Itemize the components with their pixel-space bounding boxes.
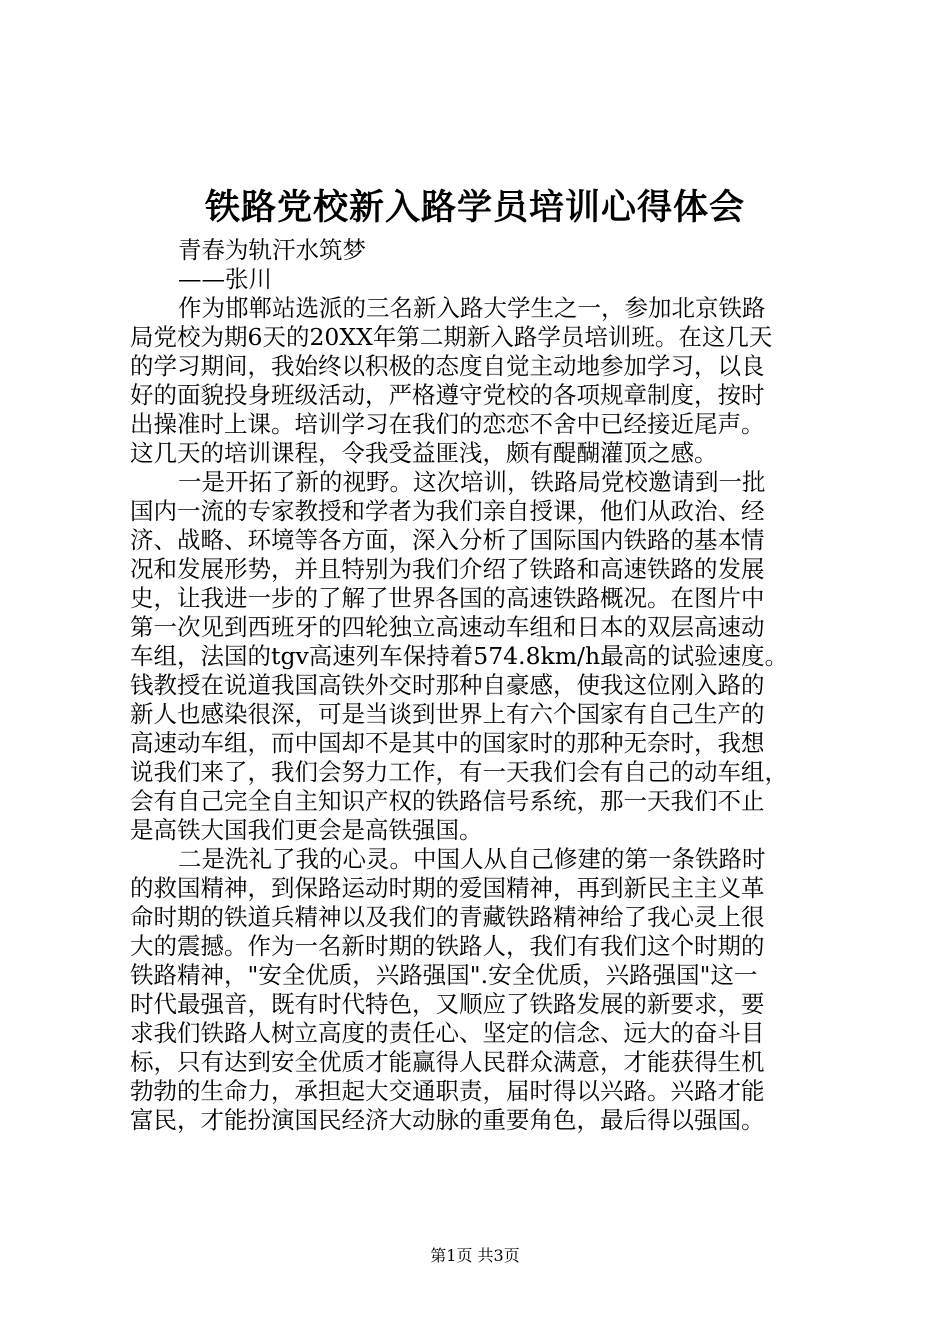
paragraph-line: 勃勃的生命力，承担起大交通职责，届时得以兴路。兴路才能: [130, 1077, 765, 1105]
paragraph-line: 一是开拓了新的视野。这次培训，铁路局党校邀请到一批: [178, 468, 766, 496]
paragraph-line: 铁路精神，"安全优质，兴路强国".安全优质，兴路强国"这一: [130, 961, 758, 989]
paragraph-line: 说我们来了，我们会努力工作，有一天我们会有自己的动车组，: [130, 758, 788, 786]
paragraph-line: 第一次见到西班牙的四轮独立高速动车组和日本的双层高速动: [130, 613, 765, 641]
paragraph-line: 的救国精神，到保路运动时期的爱国精神，再到新民主主义革: [130, 874, 765, 902]
paragraph-line: 况和发展形势，并且特别为我们介绍了铁路和高速铁路的发展: [130, 555, 765, 583]
document-body: [130, 236, 846, 1135]
paragraph-line: 时代最强音，既有时代特色，又顺应了铁路发展的新要求，要: [130, 990, 765, 1018]
paragraph-line: 济、战略、环境等各方面，深入分析了国际国内铁路的基本情: [130, 526, 765, 554]
subtitle: 青春为轨汗水筑梦: [178, 236, 366, 264]
paragraph-line: 标，只有达到安全优质才能赢得人民群众满意，才能获得生机: [130, 1048, 765, 1076]
paragraph-line: 大的震撼。作为一名新时期的铁路人，我们有我们这个时期的: [130, 932, 765, 960]
paragraph-line: 的学习期间，我始终以积极的态度自觉主动地参加学习，以良: [130, 352, 765, 380]
paragraph-line: 高速动车组，而中国却不是其中的国家时的那种无奈时，我想: [130, 729, 765, 757]
author-line: ——张川: [178, 265, 272, 293]
paragraph-line: 钱教授在说道我国高铁外交时那种自豪感，使我这位刚入路的: [130, 671, 765, 699]
paragraph-line: 富民，才能扮演国民经济大动脉的重要角色，最后得以强国。: [130, 1106, 765, 1134]
paragraph-line: 求我们铁路人树立高度的责任心、坚定的信念、远大的奋斗目: [130, 1019, 765, 1047]
paragraph-line: 作为邯郸站选派的三名新入路大学生之一，参加北京铁路: [178, 294, 766, 322]
paragraph-line: 史，让我进一步的了解了世界各国的高速铁路概况。在图片中: [130, 584, 765, 612]
paragraph-line: 出操准时上课。培训学习在我们的恋恋不舍中已经接近尾声。: [130, 410, 765, 438]
paragraph-line: 二是洗礼了我的心灵。中国人从自己修建的第一条铁路时: [178, 845, 766, 873]
paragraph-line: 车组，法国的tgv高速列车保持着574.8km/h最高的试验速度。: [130, 642, 789, 670]
paragraph-line: 新人也感染很深，可是当谈到世界上有六个国家有自己生产的: [130, 700, 765, 728]
paragraph-line: 是高铁大国我们更会是高铁强国。: [130, 816, 483, 844]
paragraph-line: 局党校为期6天的20XX年第二期新入路学员培训班。在这几天: [130, 323, 773, 351]
paragraph-line: 好的面貌投身班级活动，严格遵守党校的各项规章制度，按时: [130, 381, 765, 409]
paragraph-line: 国内一流的专家教授和学者为我们亲自授课，他们从政治、经: [130, 497, 765, 525]
paragraph-line: 会有自己完全自主知识产权的铁路信号系统，那一天我们不止: [130, 787, 765, 815]
paragraph-line: 这几天的培训课程，令我受益匪浅，颇有醍醐灌顶之感。: [130, 439, 718, 467]
paragraph-line: 命时期的铁道兵精神以及我们的青藏铁路精神给了我心灵上很: [130, 903, 765, 931]
document-title: 铁路党校新入路学员培训心得体会: [204, 187, 745, 228]
page-footer: 第1页 共3页: [430, 1246, 520, 1265]
